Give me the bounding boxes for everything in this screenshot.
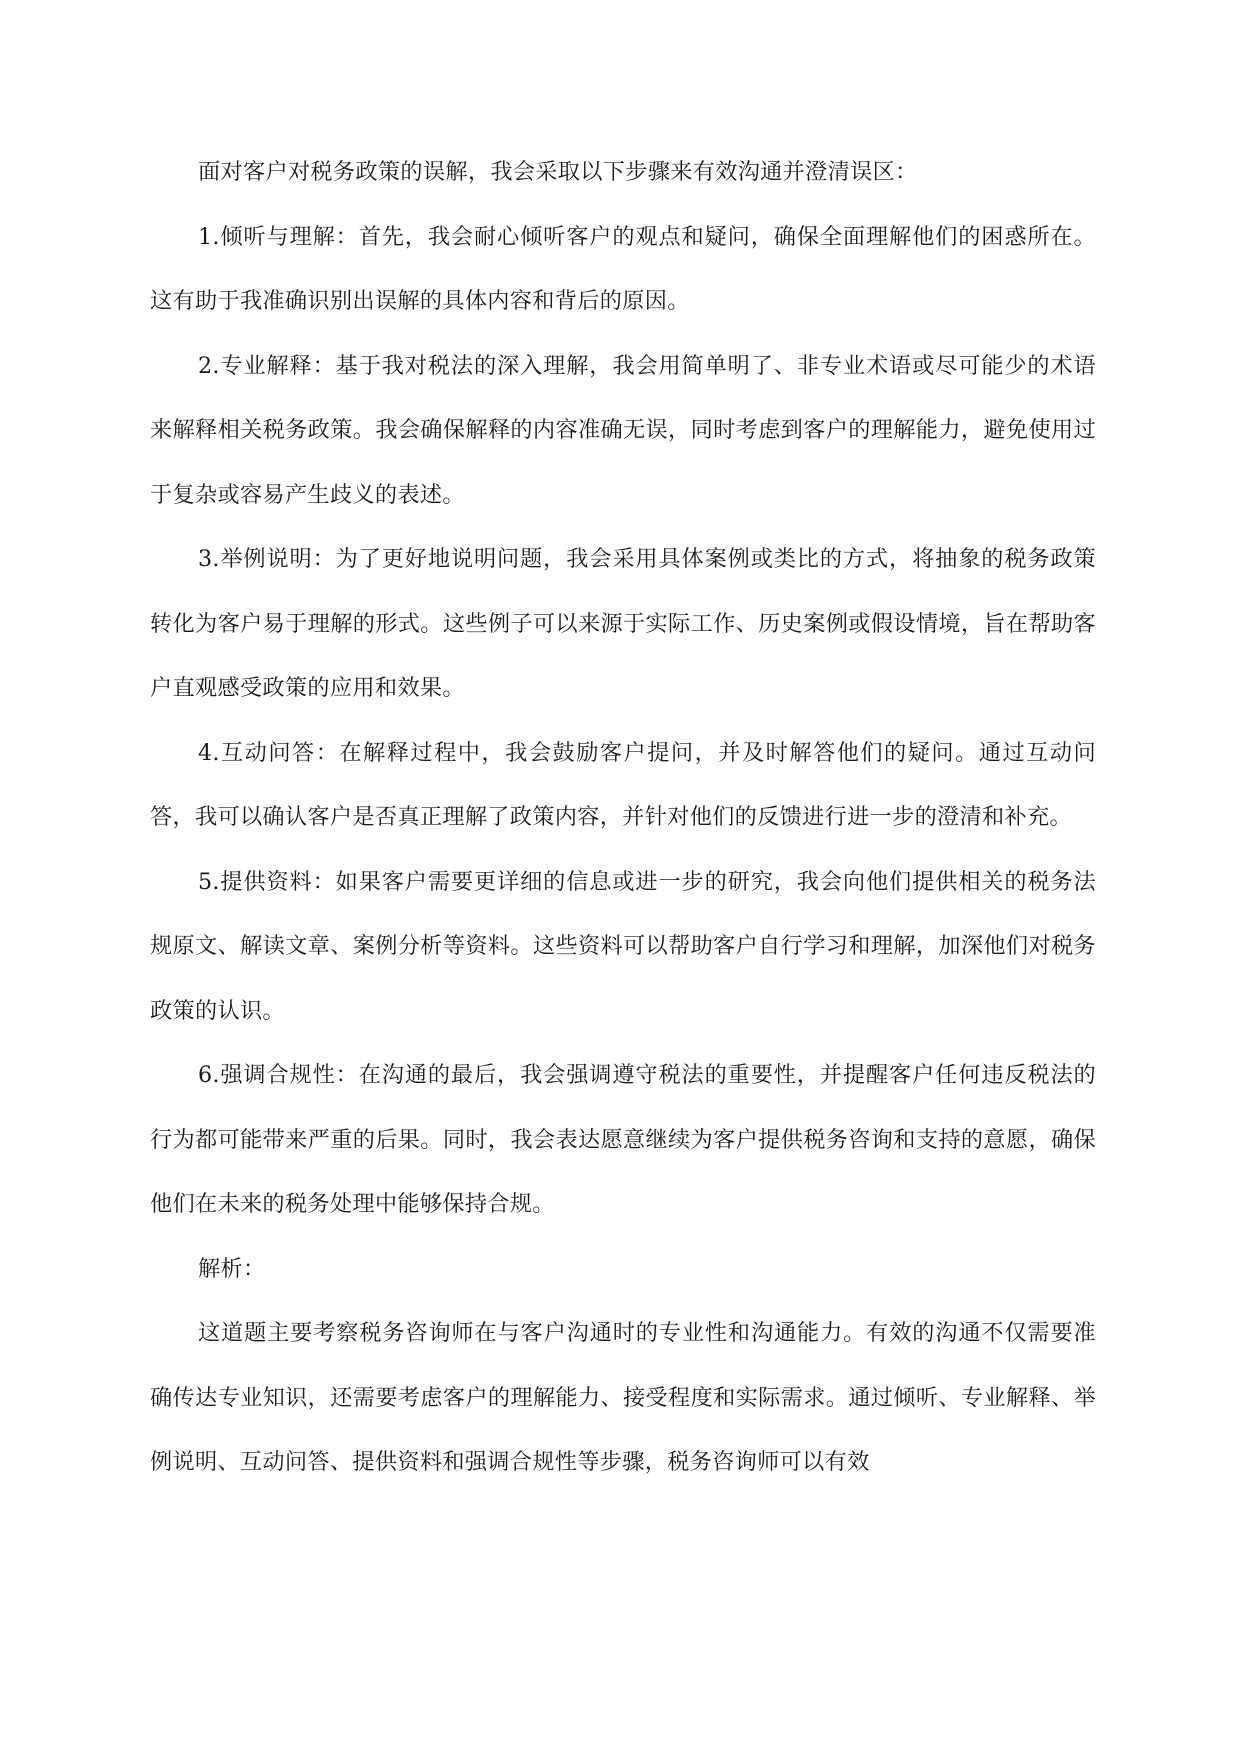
analysis-paragraph: 这道题主要考察税务咨询师在与客户沟通时的专业性和沟通能力。有效的沟通不仅需要准确传达专业知识，还需要考虑客户的理解能力、接受程度和实际需求。通过倾听、专业解释、举例说明、互动问答、提供资料和强调合规性等步骤，税务咨询师可以有效 bbox=[150, 1320, 1096, 1475]
step-4-paragraph: 4.互动问答：在解释过程中，我会鼓励客户提问，并及时解答他们的疑问。通过互动问答，我可以确认客户是否真正理解了政策内容，并针对他们的反馈进行进一步的澄清和补充。 bbox=[150, 739, 1096, 830]
step-1-paragraph: 1.倾听与理解：首先，我会耐心倾听客户的观点和疑问，确保全面理解他们的困惑所在。这有助于我准确识别出误解的具体内容和背后的原因。 bbox=[150, 223, 1096, 314]
step-5-paragraph: 5.提供资料：如果客户需要更详细的信息或进一步的研究，我会向他们提供相关的税务法规原文、解读文章、案例分析等资料。这些资料可以帮助客户自行学习和理解，加深他们对税务政策的认识。 bbox=[150, 868, 1096, 1024]
intro-paragraph: 面对客户对税务政策的误解，我会采取以下步骤来有效沟通并澄清误区： bbox=[198, 159, 918, 185]
analysis-heading: 解析： bbox=[198, 1255, 266, 1282]
step-2-paragraph: 2.专业解释：基于我对税法的深入理解，我会用简单明了、非专业术语或尽可能少的术语来解释相关税务政策。我会确保解释的内容准确无误，同时考虑到客户的理解能力，避免使用过于复杂或容易产生歧义的表述。 bbox=[150, 352, 1096, 508]
document-body bbox=[150, 140, 1096, 1495]
step-3-paragraph: 3.举例说明：为了更好地说明问题，我会采用具体案例或类比的方式，将抽象的税务政策转化为客户易于理解的形式。这些例子可以来源于实际工作、历史案例或假设情境，旨在帮助客户直观感受政策的应用和效果。 bbox=[150, 546, 1096, 701]
step-6-paragraph: 6.强调合规性：在沟通的最后，我会强调遵守税法的重要性，并提醒客户任何违反税法的行为都可能带来严重的后果。同时，我会表达愿意继续为客户提供税务咨询和支持的意愿，确保他们在未来的税务处理中能够保持合规。 bbox=[150, 1062, 1096, 1217]
